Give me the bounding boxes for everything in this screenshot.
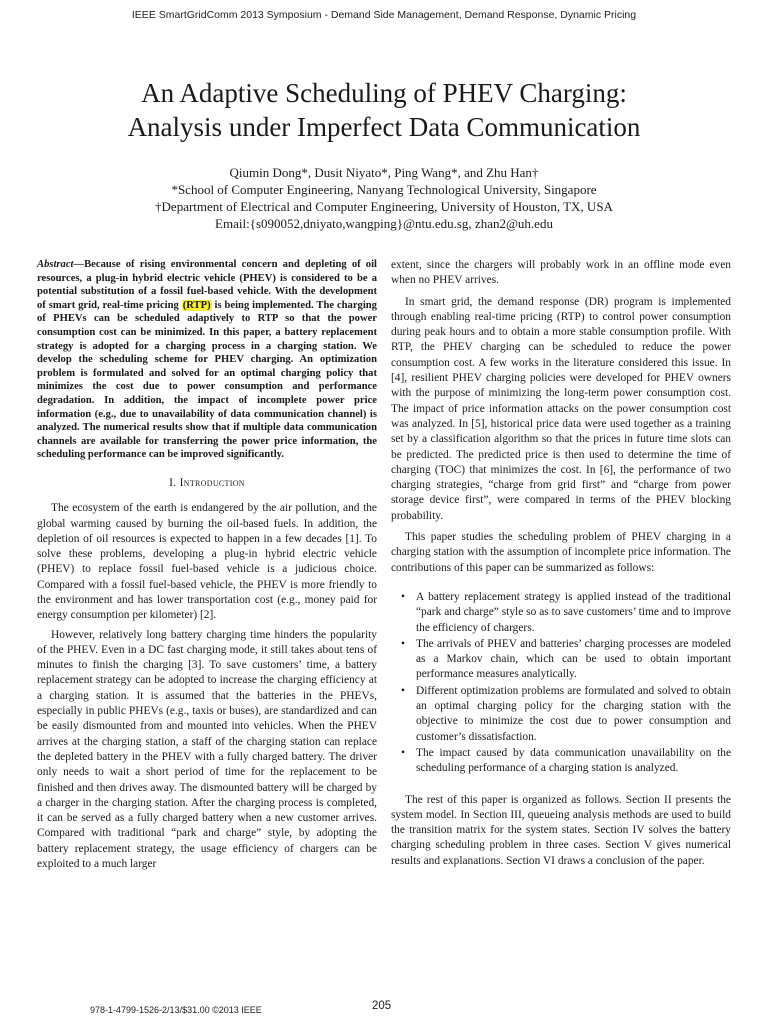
contribution-text: A battery replacement strategy is applied instead of the traditional “park and charge” style so as to save customers’ time and to improve the efficiency of chargers.: [416, 590, 731, 634]
section-title: Introduction: [179, 476, 245, 489]
right-paragraph-4: The rest of this paper is organized as follows. Section II presents the system model. In Section III, queueing analysis methods are used to build the transition matrix for the system states. Section IV solves the battery charging scheduling problem in three cases. Section V gives numerical results and explanations. Section VI draws a conclusion of the paper.: [391, 793, 731, 867]
right-paragraph-3: This paper studies the scheduling problem of PHEV charging in a charging station with the assumption of incomplete price information. The contributions of this paper can be summarized as follows:: [391, 531, 731, 574]
affiliation-ntu: *School of Computer Engineering, Nanyang Technological University, Singapore: [171, 182, 597, 197]
section-heading-introduction: [37, 476, 377, 491]
right-paragraph-2: In smart grid, the demand response (DR) program is implemented through enabling real-time pricing (RTP) to control power consumption during peak hours and to obtain a more stable consumption profile. With RTP, the PHEV charging can be scheduled to reduce the power consumption cost. A few works in the literature considered this issue. In [4], resilient PHEV charging policies were developed for PHEV owners with the purpose of minimizing the long-term power consumption cost. The impact of price information attacks on the power consumption cost was analyzed. In [5], historical price data were used together as a training set by a classification algorithm so that the prices in future time slots can be predicted. The predicted price is then used to determine the time of charging (TOC) that minimizes the cost. In [6], the performance of two charging strategies, “charge from grid first” and “charge from power storage device first”, were compared in terms of the PHEV blocking probability.: [391, 295, 731, 522]
contribution-list: [391, 590, 731, 777]
contribution-item: [401, 637, 731, 683]
right-column: [391, 258, 731, 869]
contribution-item: [401, 746, 731, 777]
title-block: [40, 76, 728, 232]
title-line-1: An Adaptive Scheduling of PHEV Charging:: [141, 78, 627, 108]
page-number: 205: [372, 1000, 392, 1012]
bullet-icon: •: [401, 590, 405, 603]
copyright-footer: 978-1-4799-1526-2/13/$31.00 ©2013 IEEE: [90, 1005, 262, 1015]
intro-paragraph-1: The ecosystem of the earth is endangered by the air pollution, and the global warming caused by burning the oil-based fuels. In addition, the depletion of oil resources is expected to happen in a few decades [1]. To solve these problems, developing a plug-in hybrid electric vehicle (PHEV) to replace fossil fuel-based vehicle is a judicious choice. Compared with a fossil fuel-based vehicle, the PHEV is more friendly to the environment and has lower transportation cost (e.g., money paid for energy consumption per kilometer) [2].: [37, 502, 377, 622]
abstract-text-part2: is being implemented. The charging of PHEVs can be scheduled adaptively to RTP so that the power consumption cost can be minimized. In this paper, a battery replacement strategy is adopted for a charging process in a charging station. We develop the scheduling scheme for PHEV charging. An optimization problem is formulated and solved for an optimal charging policy that minimizes the cost due to power consumption and performance degradation. In addition, the impact of incomplete power price information (e.g., due to unavailability of data communication channel) is analyzed. The numerical results show that if multiple data communication channels are available for transferring the power price information, the scheduling performance can be improved significantly.: [37, 299, 377, 461]
affiliation-houston: †Department of Electrical and Computer Engineering, University of Houston, TX, USA: [155, 199, 613, 214]
intro-paragraph-2: However, relatively long battery charging time hinders the popularity of the PHEV. Even in a DC fast charging mode, it still takes about tens of minutes to finish the charging [3]. To save customers’ time, a battery replacement strategy can be adopted to increase the charging efficiency at a charging station. It is assumed that the batteries in the PHEVs, especially in public PHEVs (e.g., taxis or buses), are standardized and can be easily dismounted from and mounted into vehicles. When the PHEV arrives at the charging station, a staff of the charging station can replace the depleted battery in the PHEV with a fully charged battery. The driver only needs to wait a short period of time for the replacement to be finished and then drives away. The dismounted battery will be charged by a charger in the charging station. After the charging process is completed, it can be served as a fully charged battery when a new customer arrives. Compared with traditional “park and charge” style, by adopting the battery replacement strategy, the usage efficiency of chargers can be exploited to a much larger: [37, 628, 377, 871]
abstract: [37, 258, 377, 462]
contribution-text: The impact caused by data communication unavailability on the scheduling performance of a charging station is analyzed.: [416, 746, 731, 775]
bullet-icon: •: [401, 637, 405, 650]
author-emails: Email:{s090052,dniyato,wangping}@ntu.edu.sg, zhan2@uh.edu: [215, 216, 553, 231]
contribution-text: The arrivals of PHEV and batteries’ charging processes are modeled as a Markov chain, which can be used to obtain important performance measures analytically.: [416, 637, 731, 681]
contribution-text: Different optimization problems are formulated and solved to obtain an optimal charging policy for the charging station with the objective to minimize the cost due to power consumption and customer’s dissatisfaction.: [416, 684, 731, 743]
bullet-icon: •: [401, 746, 405, 759]
author-block: [40, 164, 728, 232]
running-head: IEEE SmartGridComm 2013 Symposium - Demand Side Management, Demand Response, Dynamic Pricing: [131, 9, 637, 21]
contribution-item: [401, 684, 731, 745]
contribution-item: [401, 590, 731, 636]
section-number: I.: [169, 476, 177, 489]
highlighted-term-rtp: (RTP): [182, 299, 211, 311]
paper-title: [40, 76, 728, 144]
title-line-2: Analysis under Imperfect Data Communication: [127, 112, 641, 142]
abstract-dash: —: [73, 259, 85, 270]
bullet-icon: •: [401, 684, 405, 697]
author-names: Qiumin Dong*, Dusit Niyato*, Ping Wang*, and Zhu Han†: [229, 165, 539, 180]
abstract-text-part1: Because of rising environmental concern and depleting of oil resources, a plug-in hybrid electric vehicle (PHEV) is considered to be a potential substitution of a fossil fuel-based vehicle. With the development of smart grid, real-time pricing: [37, 259, 377, 311]
right-paragraph-1: extent, since the chargers will probably work in an offline mode even when no PHEV arrives.: [391, 259, 731, 287]
abstract-label: Abstract: [37, 259, 74, 270]
left-column: [37, 258, 377, 872]
